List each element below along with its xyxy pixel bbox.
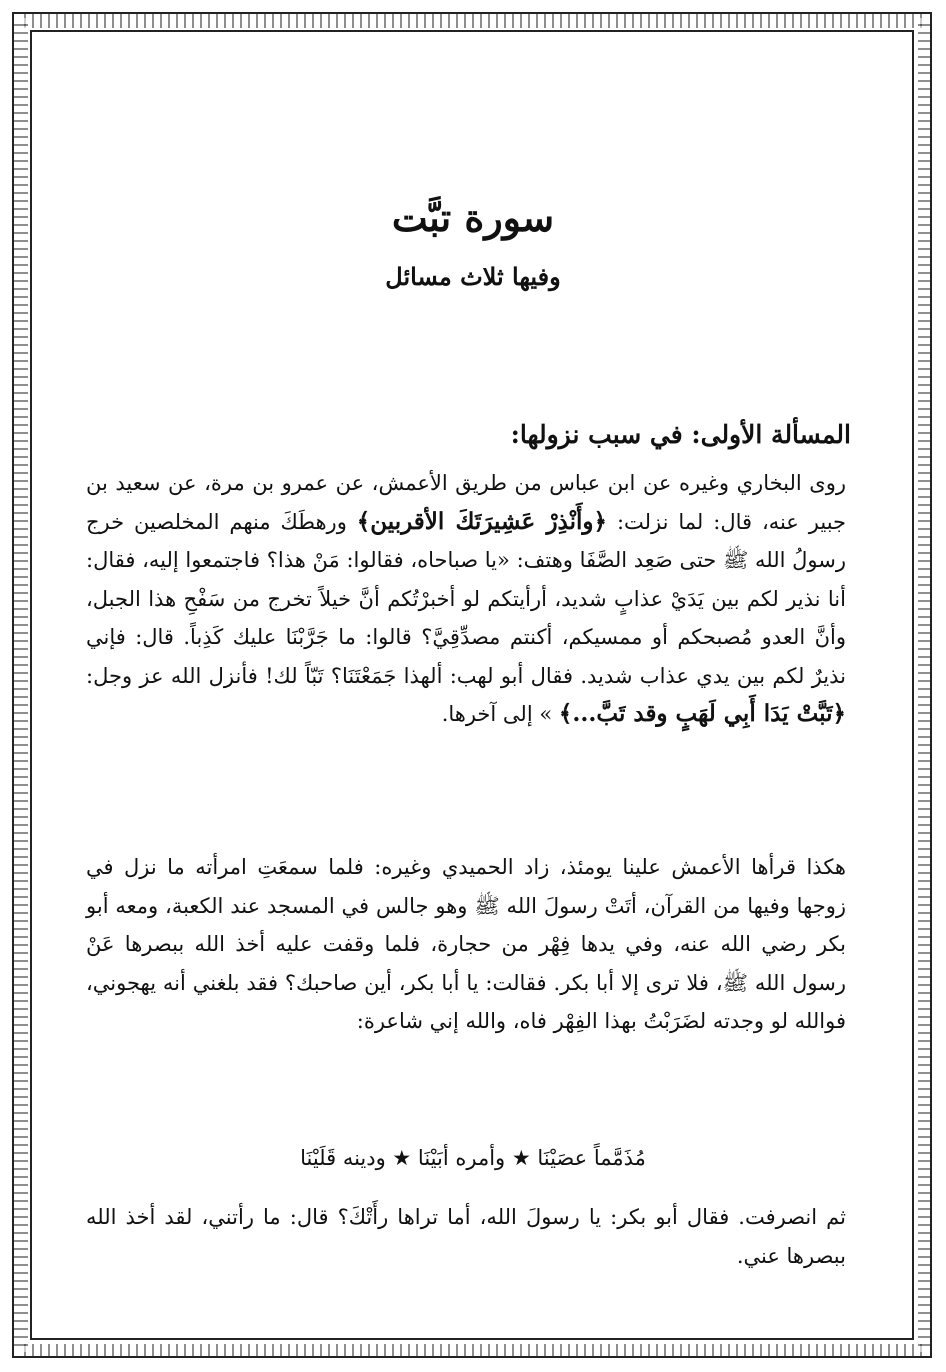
paragraph-1-text-a: روى البخاري وغيره عن ابن عباس من طريق الأعمش، عن عمرو بن مرة، عن سعيد بن جبير عنه، قال: لما نزلت:	[86, 471, 847, 534]
quran-verse-1: ﴿وأَنْذِرْ عَشِيرَتَكَ الأقربين﴾	[356, 507, 608, 535]
quran-verse-2: ﴿تَبَّتْ يَدَا أَبِي لَهَبٍ وقد تَبَّ...﴾	[558, 700, 846, 727]
paragraph-1-text-b: ورهطَكَ منهم المخلصين خرج رسولُ الله ﷺ حتى صَعِد الصَّفَا وهتف: «يا صباحاه، فقالوا: مَنْ هذا؟ فاجتمعوا إليه، فقال: أنا نذير لكم بين يَدَيْ عذابٍ شديد، أرأيتكم لو أخبرْتُكم أنَّ خيلاً تخرج من سَفْحِ هذا الجبل، وأنَّ العدو مُصبحكم أو ممسيكم، أكنتم مصدِّقِيَّ؟ قالوا: ما جَرَّبْنَا عليك كَذِباً. قال: فإني نذيرٌ لكم بين يدي عذاب شديد. فقال أبو لهب: ألهذا جَمَعْتَنَا؟ تَبّاً لك! فأنزل الله عز وجل:	[86, 509, 846, 688]
surah-title: سورة تبَّت	[391, 195, 555, 240]
paragraph-2: هكذا قرأها الأعمش علينا يومئذ، زاد الحميدي وغيره: فلما سمعَتِ امرأته ما نزل في زوجها وفيها من القرآن، أتَتْ رسولَ الله ﷺ وهو جالس في المسجد عند الكعبة، ومعه أبو بكر رضي الله عنه، وفي يدها فِهْر من حجارة، فلما وقفت عليه أخذ الله ببصرها عَنْ رسول الله ﷺ، فلا ترى إلا أبا بكر. فقالت: يا أبا بكر، أين صاحبك؟ فقد بلغني أنه يهجوني، فوالله لو وجدته لضَرَبْتُ بهذا الفِهْر فاه، والله إني شاعرة:	[86, 855, 846, 1033]
paragraph-3: ثم انصرفت. فقال أبو بكر: يا رسولَ الله، أما تراها رأَتْكَ؟ قال: ما رأتني، لقد أخذ الله ببصرها عني.	[86, 1205, 846, 1268]
poetry-verse: مُذَمَّماً عصَيْنَا ★ وأمره أبَيْنَا ★ ودينه قَلَيْنَا	[300, 1146, 646, 1170]
paragraph-1	[86, 464, 846, 734]
section-heading: المسألة الأولى: في سبب نزولها:	[510, 420, 851, 449]
surah-subtitle: وفيها ثلاث مسائل	[385, 262, 561, 291]
paragraph-1-text-c: » إلى آخرها.	[441, 702, 553, 726]
